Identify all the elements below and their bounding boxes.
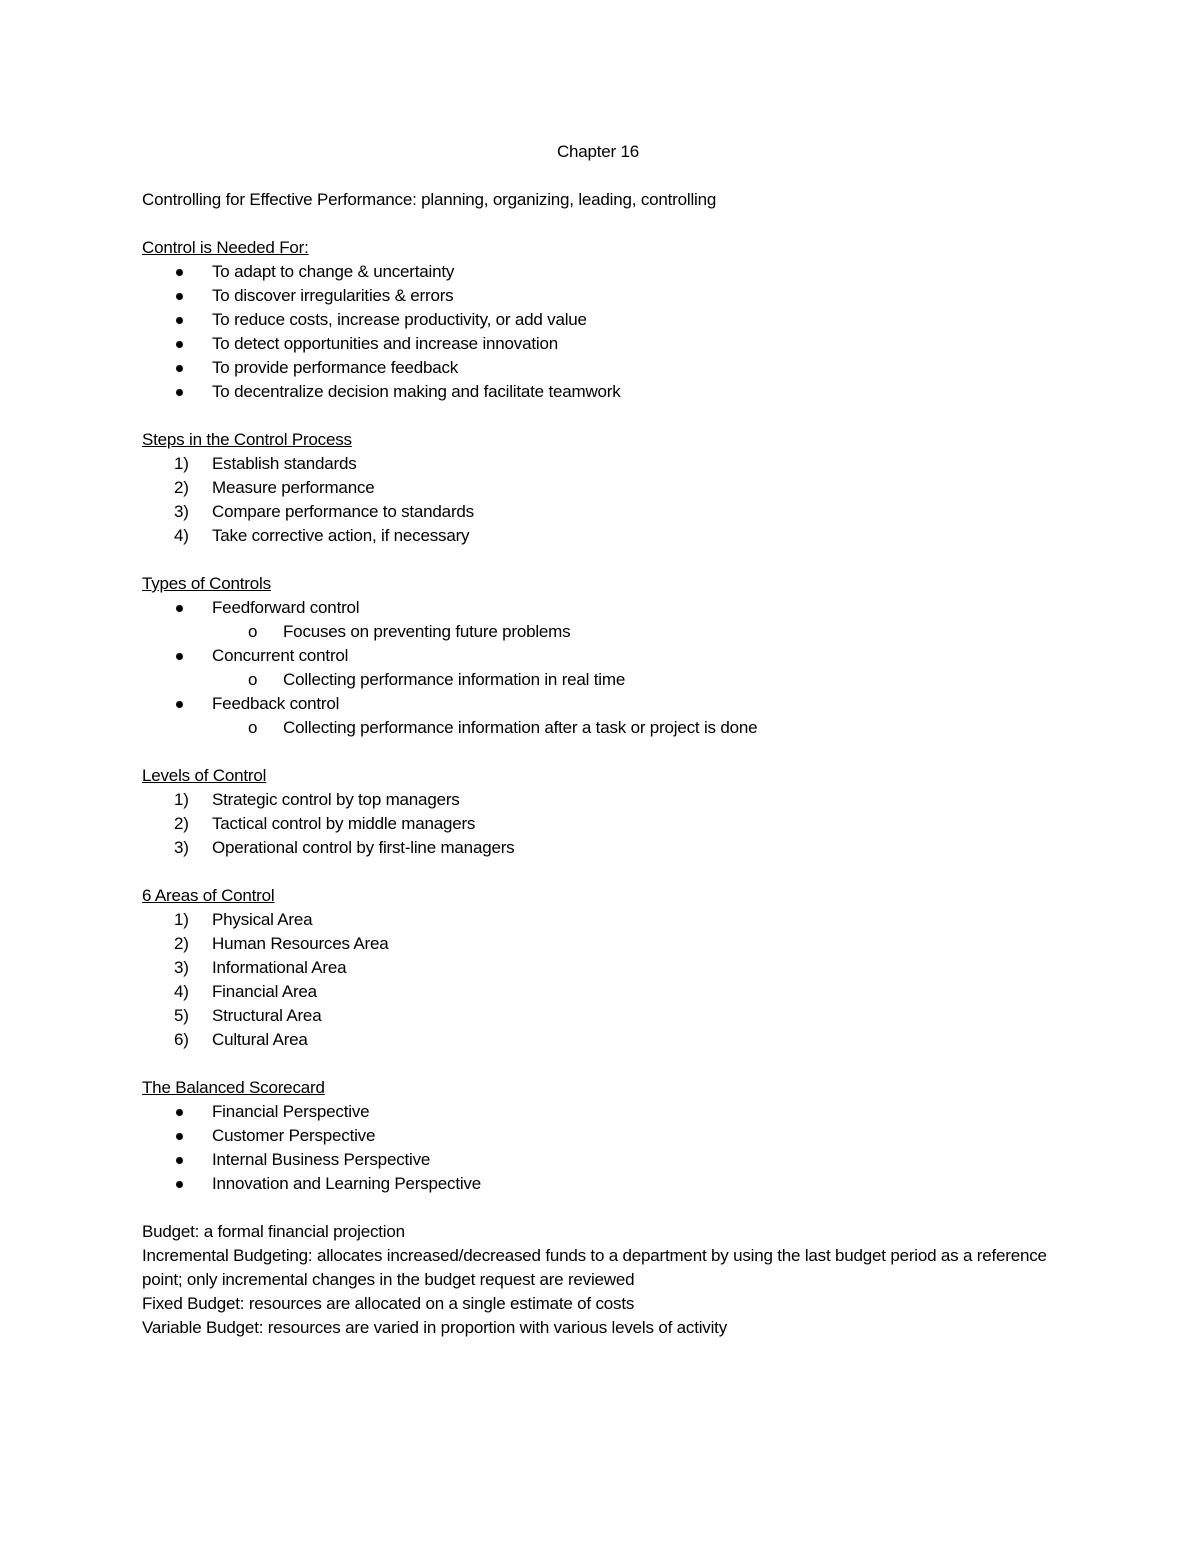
circle-bullet-icon: o [248,622,258,641]
list-number: 5) [174,1006,189,1025]
definition-incremental-budgeting: Incremental Budgeting: allocates increased/decreased funds to a department by using the last budget period as a reference point; only incremental changes in the budget request are reviewed [142,1246,1047,1289]
page-title: Chapter 16 [556,142,640,161]
sub-list-item: o Collecting performance information after a task or project is done [142,716,1062,740]
list-item: 6) Cultural Area [142,1028,1062,1052]
list-item: To reduce costs, increase productivity, or add value [142,308,1062,332]
bullet-icon [176,1133,183,1140]
spacer [142,1196,1062,1220]
sub-list-item: o Collecting performance information in real time [142,668,1062,692]
list-item: To discover irregularities & errors [142,284,1062,308]
section-heading-control-needed: Control is Needed For: [142,238,309,257]
bullet-icon [176,1181,183,1188]
section-heading-steps: Steps in the Control Process [142,430,352,449]
definition-variable-budget: Variable Budget: resources are varied in proportion with various levels of activity [142,1318,727,1337]
list-item: To detect opportunities and increase innovation [142,332,1062,356]
circle-bullet-icon: o [248,718,258,737]
spacer [142,404,1062,428]
list-number: 6) [174,1030,189,1049]
spacer [142,212,1062,236]
definition-fixed-budget: Fixed Budget: resources are allocated on a single estimate of costs [142,1294,635,1313]
bullet-icon [176,365,183,372]
list-number: 3) [174,502,189,521]
bullet-list-control-needed [142,260,1062,404]
numbered-list-levels [142,788,1062,860]
list-item: 4) Financial Area [142,980,1062,1004]
sub-list-item: o Focuses on preventing future problems [142,620,1062,644]
bullet-icon [176,389,183,396]
list-item: Feedforward control [142,596,1062,620]
spacer [142,740,1062,764]
list-item: 3) Compare performance to standards [142,500,1062,524]
list-item: 1) Physical Area [142,908,1062,932]
intro-text: Controlling for Effective Performance: planning, organizing, leading, controlling [142,190,717,209]
section-heading-types: Types of Controls [142,574,271,593]
list-item: 1) Establish standards [142,452,1062,476]
list-item: 5) Structural Area [142,1004,1062,1028]
list-item: To adapt to change & uncertainty [142,260,1062,284]
list-item: 3) Operational control by first-line managers [142,836,1062,860]
list-number: 1) [174,454,189,473]
numbered-list-steps [142,452,1062,548]
bullet-icon [176,1109,183,1116]
list-number: 2) [174,478,189,497]
bullet-icon [176,1157,183,1164]
bullet-icon [176,293,183,300]
list-item: 1) Strategic control by top managers [142,788,1062,812]
document-page [142,140,1062,1340]
bullet-icon [176,341,183,348]
list-number: 1) [174,910,189,929]
list-number: 1) [174,790,189,809]
definition-budget: Budget: a formal financial projection [142,1222,405,1241]
list-item: 3) Informational Area [142,956,1062,980]
list-number: 4) [174,526,189,545]
bullet-list-types [142,596,1062,740]
bullet-icon [176,653,183,660]
list-number: 3) [174,958,189,977]
list-item: Customer Perspective [142,1124,1062,1148]
circle-bullet-icon: o [248,670,258,689]
spacer [142,860,1062,884]
list-number: 2) [174,814,189,833]
bullet-icon [176,701,183,708]
bullet-icon [176,605,183,612]
list-item: 4) Take corrective action, if necessary [142,524,1062,548]
list-item: Feedback control [142,692,1062,716]
bullet-icon [176,269,183,276]
list-item: To provide performance feedback [142,356,1062,380]
numbered-list-areas [142,908,1062,1052]
list-number: 4) [174,982,189,1001]
list-item: Innovation and Learning Perspective [142,1172,1062,1196]
list-item: 2) Human Resources Area [142,932,1062,956]
bullet-list-scorecard [142,1100,1062,1196]
section-heading-areas: 6 Areas of Control [142,886,275,905]
budget-definitions [142,1220,1062,1340]
list-item: 2) Measure performance [142,476,1062,500]
list-item: Internal Business Perspective [142,1148,1062,1172]
list-item: 2) Tactical control by middle managers [142,812,1062,836]
spacer [142,548,1062,572]
list-item: Financial Perspective [142,1100,1062,1124]
list-item: To decentralize decision making and facilitate teamwork [142,380,1062,404]
section-heading-levels: Levels of Control [142,766,267,785]
section-heading-scorecard: The Balanced Scorecard [142,1078,325,1097]
list-number: 3) [174,838,189,857]
spacer [142,1052,1062,1076]
bullet-icon [176,317,183,324]
list-item: Concurrent control [142,644,1062,668]
list-number: 2) [174,934,189,953]
